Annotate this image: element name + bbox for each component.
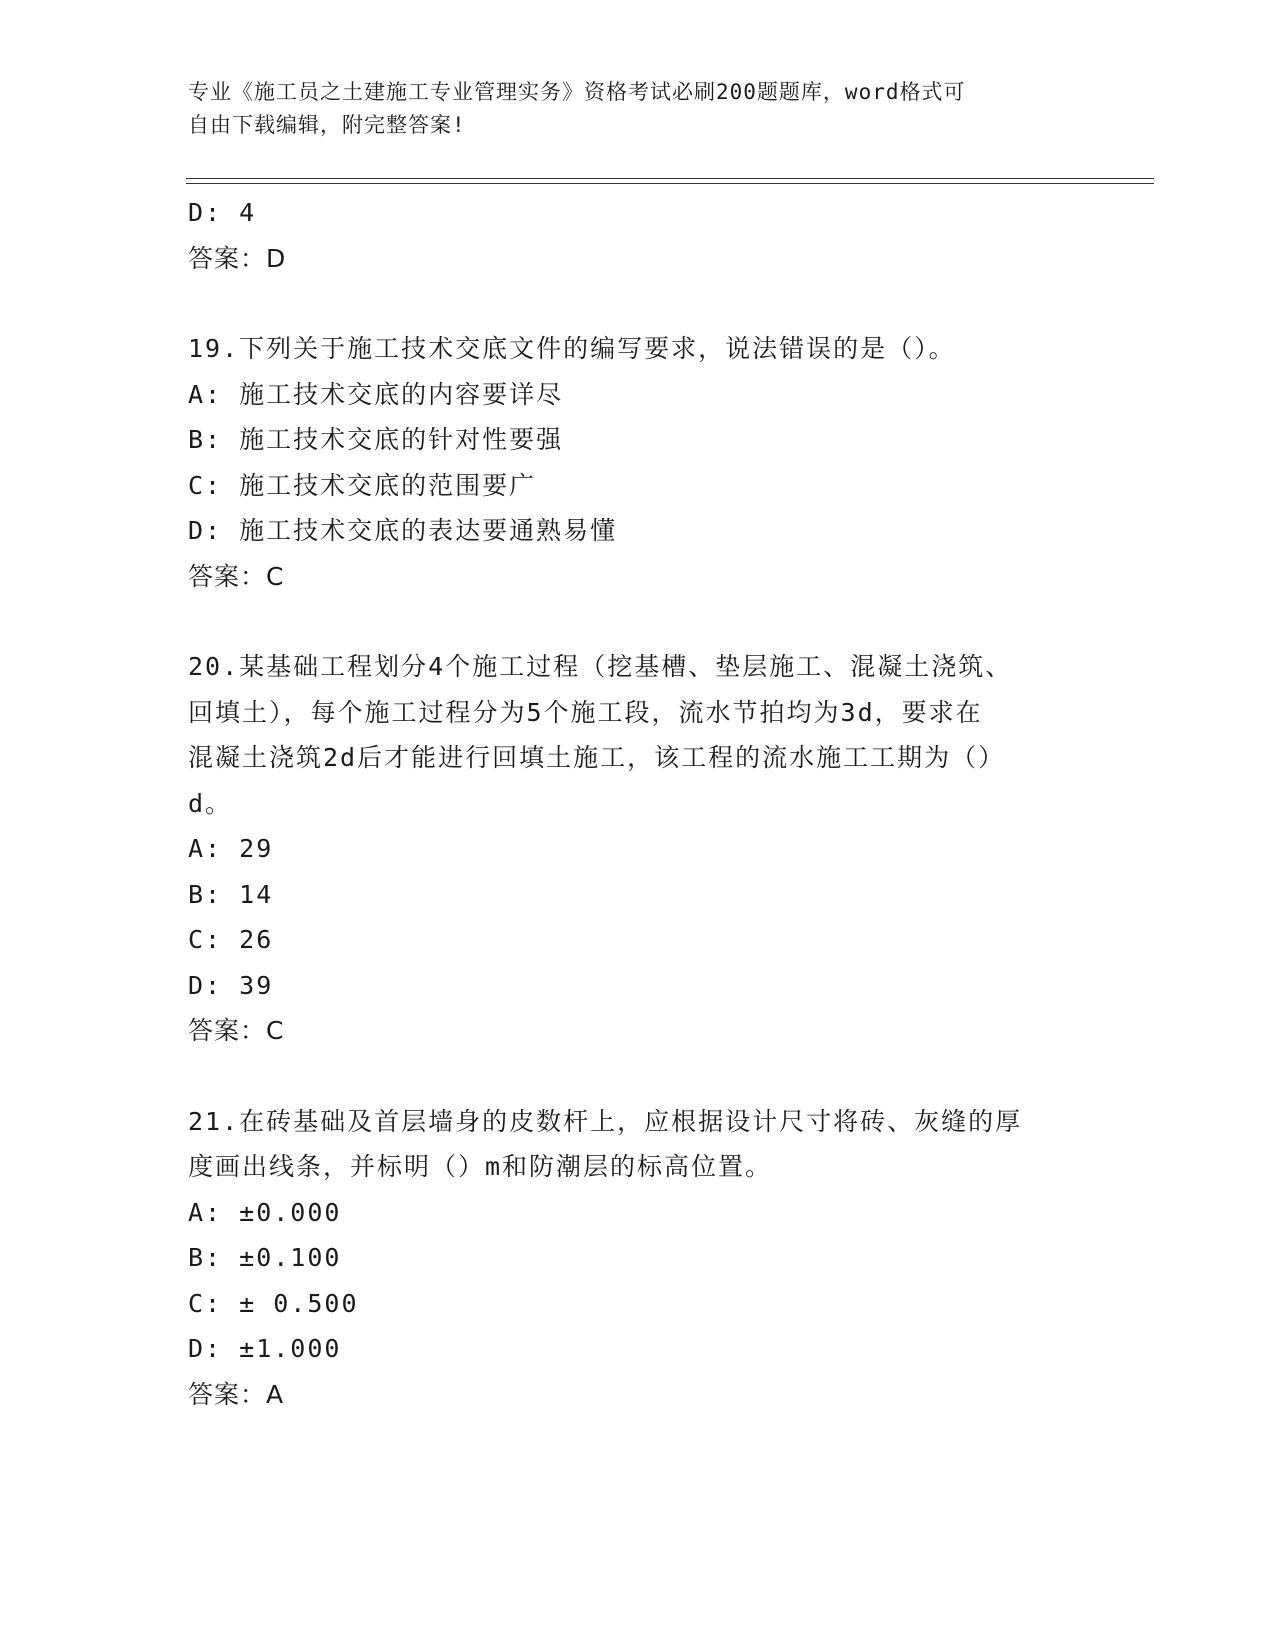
option-d: D: 4 <box>188 198 257 227</box>
option-b: B: ±0.100 <box>188 1243 342 1272</box>
option-a: A: 29 <box>188 834 274 863</box>
option-b: B: 施工技术交底的针对性要强 <box>188 425 564 454</box>
option-d: D: 39 <box>188 970 274 1000</box>
question-18-tail <box>188 190 1088 281</box>
header-title-line-2: 自由下载编辑，附完整答案! <box>188 113 466 137</box>
question-stem-line-2: 回填土），每个施工过程分为5个施工段，流水节拍均为3d，要求在 <box>188 697 983 727</box>
question-stem: 19.下列关于施工技术交底文件的编写要求，说法错误的是（）。 <box>188 334 956 363</box>
spacer <box>188 1054 1088 1099</box>
question-21 <box>188 1099 1088 1418</box>
header-divider-top <box>186 178 1154 179</box>
question-stem-line-1: 20.某基础工程划分4个施工过程（挖基槽、垫层施工、混凝土浇筑、 <box>188 652 1013 681</box>
question-stem-line-1: 21.在砖基础及首层墙身的皮数杆上，应根据设计尺寸将砖、灰缝的厚 <box>188 1106 1023 1136</box>
question-stem-line-3: 混凝土浇筑2d后才能进行回填土施工，该工程的流水施工工期为（） <box>188 743 1006 772</box>
option-a: A: ±0.000 <box>188 1197 342 1227</box>
option-d: D: 施工技术交底的表达要通熟易懂 <box>188 516 618 545</box>
answer-line: 答案：A <box>188 1379 285 1409</box>
question-stem-line-2: 度画出线条，并标明（）m和防潮层的标高位置。 <box>188 1152 773 1181</box>
page-header <box>188 76 1068 142</box>
option-d: D: ±1.000 <box>188 1334 342 1363</box>
question-19 <box>188 326 1088 599</box>
option-c: C: ± 0.500 <box>188 1288 359 1318</box>
spacer <box>188 599 1088 644</box>
option-c: C: 施工技术交底的范围要广 <box>188 470 537 500</box>
question-stem-line-4: d。 <box>188 788 233 818</box>
answer-line: 答案：C <box>188 561 285 591</box>
option-a: A: 施工技术交底的内容要详尽 <box>188 379 564 409</box>
header-divider-bottom <box>186 183 1154 184</box>
option-b: B: 14 <box>188 879 274 909</box>
spacer <box>188 281 1088 326</box>
answer-line: 答案：C <box>188 1016 285 1045</box>
question-list <box>188 190 1088 1417</box>
option-c: C: 26 <box>188 925 274 954</box>
answer-line: 答案：D <box>188 243 287 273</box>
question-20 <box>188 644 1088 1054</box>
header-title-line-1: 专业《施工员之土建施工专业管理实务》资格考试必刷200题题库，word格式可 <box>188 80 966 104</box>
